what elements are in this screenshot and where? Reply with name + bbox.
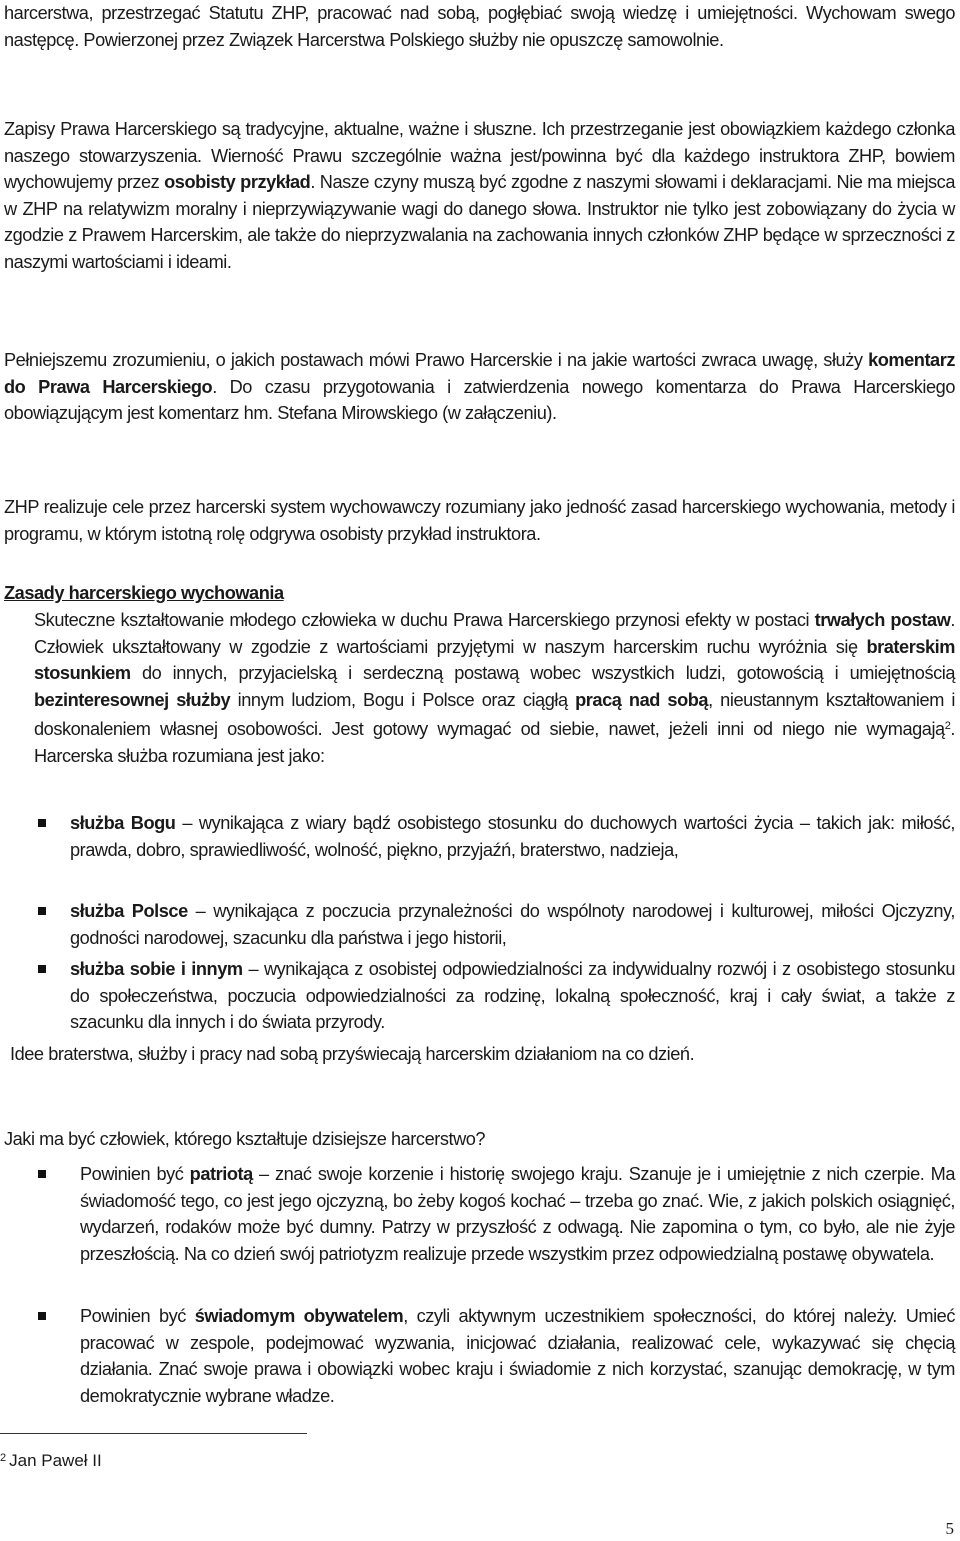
bullet-icon xyxy=(38,907,46,915)
bold-text: trwałych postaw xyxy=(814,610,951,630)
bold-text: braterskim stosunkiem xyxy=(34,636,955,683)
bold-text: komentarz do Prawa Harcerskiego xyxy=(4,350,955,397)
paragraph-system xyxy=(4,494,955,547)
footnote-number: 2 xyxy=(0,1452,7,1464)
text: . Harcerska służba rozumiana jest jako: xyxy=(34,719,955,766)
text: Jaki ma być człowiek, którego kształtuje dzisiejsze harcerstwo? xyxy=(4,1129,486,1149)
bullet-icon xyxy=(38,819,46,827)
bold-text: służba Polsce xyxy=(70,901,188,921)
text: – wynikająca z osobistej odpowiedzialności za indywidualny rozwój i z osobistego stosunku do społeczeństwa, poczucia odpowiedzialności za rodzinę, lokalną społeczność, kraj i cały świat, a także z szacunku dla innych i do świata przyrody. xyxy=(70,959,956,1032)
section-heading xyxy=(4,580,955,607)
text: Zapisy Prawa Harcerskiego są tradycyjne, aktualne, ważne i słuszne. Ich przestrzeganie jest obowiązkiem każdego członka naszego stowarzyszenia. Wierność Prawu szczególnie ważna jest/powinna być dla każdego instruktora ZHP, bowiem wychowujemy przez xyxy=(4,119,955,192)
page-number: 5 xyxy=(945,1519,954,1538)
text: Powinien być xyxy=(80,1164,190,1184)
bold-text: patriotą xyxy=(189,1164,253,1184)
text: . Nasze czyny muszą być zgodne z naszymi słowami i deklaracjami. Nie ma miejsca w ZHP na relatywizm moralny i nieprzywiązywanie wagi do danego słowa. Instruktor nie tylko jest zobowiązany do życia w zgodzie z Prawem Harcerskim, ale także do nieprzyzwalania na zachowania innych członków ZHP będące w sprzeczności z naszymi wartościami i ideami. xyxy=(4,172,955,272)
list-item xyxy=(80,1303,955,1409)
bold-text: świadomym obywatelem xyxy=(194,1306,404,1326)
bold-text: bezinteresownej służby xyxy=(34,689,231,710)
footnote-ref: 2 xyxy=(944,720,951,732)
footnote-separator xyxy=(0,1433,307,1434)
bold-text: służba sobie i innym xyxy=(70,959,243,979)
list-item xyxy=(80,1161,955,1267)
text: innym ludziom, Bogu i Polsce oraz ciągłą xyxy=(230,689,576,710)
paragraph-principles xyxy=(34,607,955,769)
text: . Do czasu przygotowania i zatwierdzenia nowego komentarza do Prawa Harcerskiego obowiązującym jest komentarz hm. Stefana Mirowskiego (w załączeniu). xyxy=(4,376,956,423)
list-item xyxy=(70,956,955,1036)
bullet-icon xyxy=(38,1312,46,1320)
list-item xyxy=(70,810,955,863)
heading-text: Zasady harcerskiego wychowania xyxy=(4,583,284,603)
text: Skuteczne kształtowanie młodego człowieka w duchu Prawa Harcerskiego przynosi efekty w postaci xyxy=(34,610,815,630)
list-item xyxy=(70,898,955,951)
bold-text: osobisty przykład xyxy=(164,172,311,192)
text: – znać swoje korzenie i historię swojego kraju. Szanuje je i umiejętnie z nich czerpie. Ma świadomość tego, co jest jego ojczyzną, bo żeby kogoś kochać – trzeba go znać. Wie, z jakich polskich osiągnięć, wydarzeń, rodaków może być dumny. Patrzy w przyszłość z odwagą. Nie zapomina o tym, co było, ale nie żyje przeszłością. Na co dzień swój patriotyzm realizuje przede wszystkim przez odpowiedzialną postawę obywatela. xyxy=(80,1164,955,1264)
text: ZHP realizuje cele przez harcerski system wychowawczy rozumiany jako jedność zasad harcerskiego wychowania, metody i programu, w którym istotną rolę odgrywa osobisty przykład instruktora. xyxy=(4,497,955,544)
footnote xyxy=(0,1447,102,1472)
bold-text: służba Bogu xyxy=(70,813,176,833)
text: harcerstwa, przestrzegać Statutu ZHP, pracować nad sobą, pogłębiać swoją wiedzę i umiejętności. Wychowam swego następcę. Powierzonej przez Związek Harcerstwa Polskiego służby nie opuszczę samowolnie. xyxy=(4,3,955,50)
text: do innych, przyjacielską i serdeczną postawą wobec wszystkich ludzi, gotowością i umiejętnością xyxy=(130,663,955,683)
paragraph-commentary xyxy=(4,347,955,427)
text: Idee braterstwa, służby i pracy nad sobą przyświecają harcerskim działaniom na co dzień. xyxy=(10,1044,695,1064)
text: – wynikająca z poczucia przynależności do wspólnoty narodowej i kulturowej, miłości Ojczyzny, godności narodowej, szacunku dla państwa i jego historii, xyxy=(70,901,955,948)
footnote-text: Jan Paweł II xyxy=(9,1451,102,1470)
text: Powinien być xyxy=(80,1306,195,1326)
text: – wynikająca z wiary bądź osobistego stosunku do duchowych wartości życia – takich jak: miłość, prawda, dobro, sprawiedliwość, wolność, piękno, przyjaźń, braterstwo, nadzieja, xyxy=(70,813,955,860)
paragraph-oath-end xyxy=(4,0,955,53)
bold-text: pracą nad sobą xyxy=(575,689,709,710)
paragraph-ideas xyxy=(10,1041,955,1068)
text: Pełniejszemu zrozumieniu, o jakich postawach mówi Prawo Harcerskie i na jakie wartości zwraca uwagę, służy xyxy=(4,350,869,370)
paragraph-question xyxy=(4,1126,955,1153)
bullet-icon xyxy=(38,965,46,973)
text: . Człowiek ukształtowany w zgodzie z wartościami przyjętymi w naszym harcerskim ruchu wyróżnia się xyxy=(34,610,955,657)
text: , czyli aktywnym uczestnikiem społeczności, do której należy. Umieć pracować w zespole, podejmować wyzwania, inicjować działania, realizować cele, wykazywać się chęcią działania. Znać swoje prawa i obowiązki wobec kraju i świadomie z nich korzystać, szanując demokrację, w tym demokratycznie wybrane władze. xyxy=(80,1306,955,1406)
text: , nieustannym kształtowaniem i doskonaleniem własnej osobowości. Jest gotowy wymagać od siebie, nawet, jeżeli inni od niego nie wymagają xyxy=(34,689,955,739)
paragraph-law-records xyxy=(4,116,955,275)
bullet-icon xyxy=(38,1170,46,1178)
